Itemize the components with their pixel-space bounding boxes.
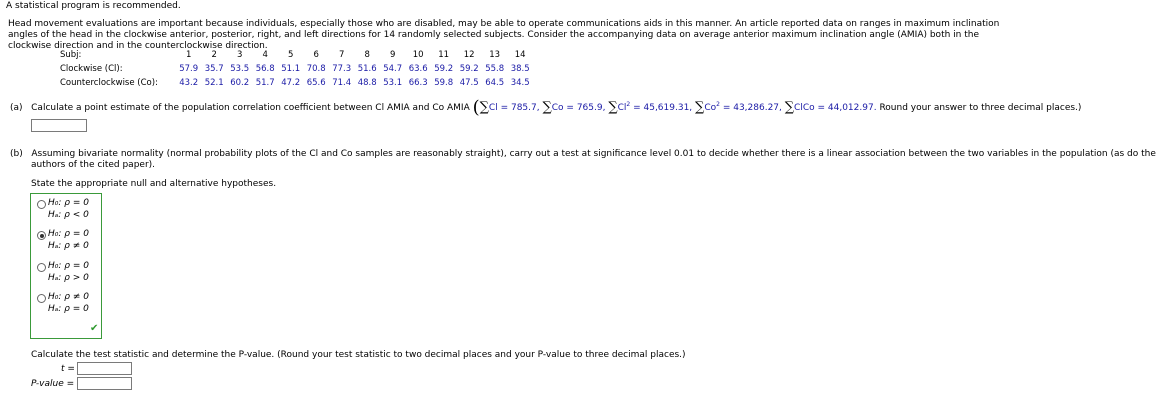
open-paren: ( (472, 97, 480, 118)
subject-cell: 7 (338, 50, 345, 60)
t-statistic-input[interactable] (77, 362, 132, 375)
part-b-text-line2: authors of the cited paper). (31, 160, 156, 170)
sum-cl2-exp: 2 (626, 101, 631, 108)
option-3-ha: Hₐ: ρ > 0 (48, 273, 89, 283)
co-cell: 47.5 (459, 78, 479, 88)
test-statistic-prompt: Calculate the test statistic and determine the P-value. (Round your test statistic to two decimal places and your P-value to three decimal places.) (31, 350, 686, 360)
p-value-label: P-value = (31, 379, 75, 389)
table-row-counterclockwise (60, 76, 533, 90)
cl-cell: 51.6 (357, 64, 377, 74)
p-value-input[interactable] (77, 377, 132, 390)
co-cell: 66.3 (408, 78, 428, 88)
row-label-clockwise: Clockwise (Cl): (60, 64, 123, 74)
option-2-h0: H₀: ρ = 0 (48, 229, 89, 239)
option-4-ha: Hₐ: ρ = 0 (48, 304, 89, 314)
subject-cell: 4 (262, 50, 268, 60)
co-cell: 43.2 (179, 78, 199, 88)
part-b-question (10, 149, 1156, 171)
sum-co: Co = 765.9, (551, 103, 606, 113)
cl-cell: 63.6 (408, 64, 428, 74)
sum-co2-value: = 43,286.27, (719, 103, 782, 113)
co-cell: 48.8 (357, 78, 377, 88)
cl-cell: 35.7 (204, 64, 224, 74)
page-header: A statistical program is recommended. (6, 1, 181, 11)
co-cell: 47.2 (281, 78, 301, 88)
subject-cell: 8 (364, 50, 370, 60)
part-b-label: (b) (10, 149, 23, 159)
cl-cell: 70.8 (306, 64, 326, 74)
subject-cell: 10 (412, 50, 424, 60)
t-label: t = (61, 364, 75, 374)
sigma-icon: ∑ (608, 100, 618, 115)
subject-cell: 5 (287, 50, 294, 60)
sigma-icon: ∑ (784, 100, 795, 115)
correlation-answer-input[interactable] (31, 119, 87, 132)
sum-co2-exp: 2 (716, 101, 720, 108)
table-row-subjects (60, 48, 533, 62)
subject-cell: 9 (389, 50, 396, 60)
subject-cell: 12 (463, 50, 475, 60)
intro-paragraph: Head movement evaluations are important because individuals, especially those who are disabled, may be able to operate communications aids in this manner. An article reported data on ranges in maximum inclination angles of the head in the clockwise anterior, posterior, right, and left directions for 14 randomly selected subjects. Consider the accompanying data on average anterior maximum inclination angle (AMIA) both in the clockwise direction and in the counterclockwise direction. (8, 19, 1000, 51)
correct-check-icon: ✔ (90, 323, 99, 334)
sum-cl: Cl = 785.7, (488, 103, 540, 113)
radio-button[interactable] (37, 200, 46, 209)
subject-cell: 6 (313, 50, 319, 60)
co-cell: 53.1 (383, 78, 403, 88)
subject-cell: 14 (514, 50, 526, 60)
part-a-label: (a) (10, 103, 23, 113)
hypotheses-prompt: State the appropriate null and alternative hypotheses. (31, 179, 277, 189)
part-a-instruction: Round your answer to three decimal places.) (879, 103, 1082, 113)
data-table (60, 48, 533, 90)
part-a-text: Calculate a point estimate of the population correlation coefficient between Cl AMIA and Co AMIA (31, 103, 470, 113)
radio-button[interactable] (37, 263, 46, 272)
sum-cl2-value: = 45,619.31, (630, 103, 693, 113)
cl-cell: 77.3 (332, 64, 352, 74)
co-cell: 52.1 (204, 78, 224, 88)
co-cell: 71.4 (332, 78, 352, 88)
part-a-question (10, 97, 1082, 118)
subject-cell: 13 (489, 50, 501, 60)
cl-cell: 51.1 (281, 64, 301, 74)
sigma-icon: ∑ (479, 100, 489, 115)
option-3-h0: H₀: ρ = 0 (48, 261, 89, 271)
subject-cell: 3 (236, 50, 243, 60)
radio-button[interactable] (37, 294, 46, 303)
cl-cell: 59.2 (434, 64, 454, 74)
subject-cell: 2 (211, 50, 217, 60)
co-cell: 65.6 (306, 78, 326, 88)
option-1-h0: H₀: ρ = 0 (48, 198, 89, 208)
hypotheses-choice-group (30, 193, 102, 339)
radio-button-selected[interactable] (37, 231, 46, 240)
cl-cell: 54.7 (383, 64, 403, 74)
option-2-ha: Hₐ: ρ ≠ 0 (48, 241, 89, 251)
sigma-icon: ∑ (695, 100, 705, 115)
sum-cl2-base: Cl (617, 103, 627, 113)
co-cell: 60.2 (230, 78, 250, 88)
co-cell: 34.5 (510, 78, 530, 88)
cl-cell: 57.9 (179, 64, 199, 74)
cl-cell: 38.5 (510, 64, 530, 74)
sum-co2 (704, 103, 782, 113)
part-b-text-line1: Assuming bivariate normality (normal probability plots of the Cl and Co samples are reasonably straight), carry out a test at significance level 0.01 to decide whether there is a linear association between the two variables in the population (as do the (31, 149, 1156, 159)
cl-cell: 56.8 (255, 64, 275, 74)
cl-cell: 55.8 (485, 64, 505, 74)
subject-cell: 11 (438, 50, 450, 60)
co-cell: 59.8 (434, 78, 454, 88)
option-4-h0: H₀: ρ ≠ 0 (48, 292, 89, 302)
cl-cell: 59.2 (459, 64, 479, 74)
sum-cl2 (618, 103, 693, 113)
co-cell: 64.5 (485, 78, 505, 88)
sum-clco: ClCo = 44,012.97. (794, 103, 877, 113)
row-label-subj: Subj: (60, 50, 82, 60)
subject-cell: 1 (185, 50, 192, 60)
row-label-counterclockwise: Counterclockwise (Co): (60, 78, 158, 88)
table-row-clockwise (60, 62, 533, 76)
cl-cell: 53.5 (230, 64, 250, 74)
sum-co2-base: Co (704, 103, 717, 113)
option-1-ha: Hₐ: ρ < 0 (48, 210, 89, 220)
sigma-icon: ∑ (542, 100, 552, 115)
co-cell: 51.7 (255, 78, 275, 88)
